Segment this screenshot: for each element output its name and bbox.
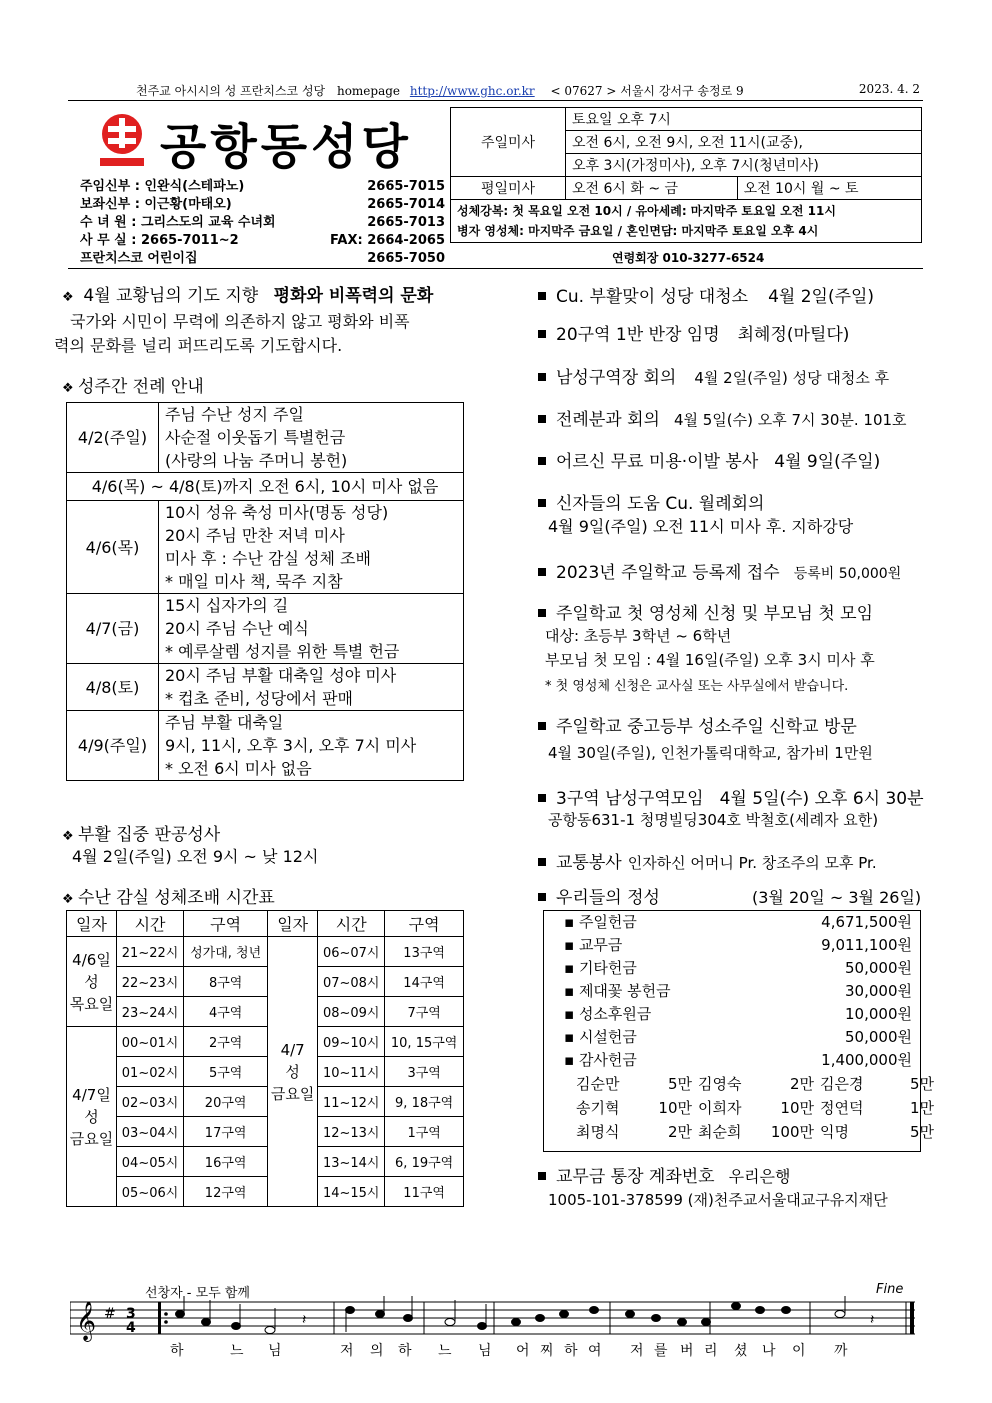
- sunday-mass-label: 주일미사: [451, 108, 566, 177]
- svg-text:𝄽: 𝄽: [302, 1312, 307, 1328]
- square-bullet-icon: [538, 794, 546, 802]
- notice-district-meeting: 3구역 남성구역모임 4월 5일(수) 오후 6시 30분: [536, 784, 924, 809]
- offering-row: ▪ 교무금 9,011,100원: [564, 936, 912, 954]
- offering-row: ▪ 제대꽃 봉헌금 30,000원: [564, 982, 912, 1000]
- table-row: 4/2(주일) 주님 수난 성지 주일 사순절 이웃돕기 특별헌금 (사랑의 나눔 주머니 봉헌): [67, 403, 464, 473]
- donor-list: 김순만 5만 김영숙 2만 김은경 5만 송기혁 10만 이희자 10만 정연덕 1만 최명식 2만 최순희 100만 익명 5만: [576, 1075, 934, 1141]
- funeral-rep: 연령회장 010-3277-6524: [612, 251, 765, 265]
- offering-row: ▪ 기타헌금 50,000원: [564, 959, 912, 977]
- staff-row: 보좌신부 : 이근황(마태오) 2665-7014: [80, 197, 445, 212]
- diamond-bullet-icon: ❖: [62, 290, 74, 305]
- mass-schedule-table: 주일미사 토요일 오후 7시 오전 6시, 오전 9시, 오전 11시(교중), 오후 3시(가정미사), 오후 7시(청년미사) 평일미사 오전 6시 화 ~ 금 오전 10시 월 ~ 토 성체강복: 첫 목요일 오전 10시 / 유아세례: 마지막주 토요일 오전 11시 병자 영성체: 마지막주 금요일 / 혼인면담: 마지막주 토요일 오후 4시: [450, 107, 922, 243]
- first-communion-note: * 첫 영성체 신청은 교사실 또는 사무실에서 받습니다.: [545, 679, 849, 694]
- top-rule: [68, 100, 923, 101]
- table-row: 01~02시 5구역 10~11시 3구역: [67, 1057, 464, 1087]
- header-line: [68, 82, 920, 99]
- notice-traffic-service: 교통봉사 인자하신 어머니 Pr. 창조주의 모후 Pr.: [536, 848, 877, 873]
- sacrament-notice: 성체강복: 첫 목요일 오전 10시 / 유아세례: 마지막주 토요일 오전 11시 병자 영성체: 마지막주 금요일 / 혼인면담: 마지막주 토요일 오후 4시: [451, 200, 922, 243]
- offering-row: ▪ 주일헌금 4,671,500원: [564, 913, 912, 931]
- adoration-heading: ❖ 수난 감실 성체조배 시간표: [62, 888, 275, 908]
- table-row: 23~24시 4구역 08~09시 7구역: [67, 997, 464, 1027]
- svg-text:𝄞: 𝄞: [76, 1301, 97, 1341]
- square-bullet-icon: [538, 722, 546, 730]
- account-number: 1005-101-378599 (재)천주교서울대교구유지재단: [548, 1191, 888, 1209]
- adoration-table: 일자 시간 구역 일자 시간 구역 4/6일 성 목요일 21~22시 성가대, 청년 4/7 성 금요일 06~07시 13구역 22~23시 8구역 07~08시 14구역 23~24시 4구역 08~09시 7구역 4/7일 성 금요일 00~01시 2구역 09~10시 10, 15구역 01~02시 5구역 10~11시 3구역 02~03시 20구역 11~12시 9, 18구역 03~04시 17구역 12~13시 1구역 04~05시 16구역 13~14시 6, 19구역 05~06시 12구역 14~15시 11구역: [66, 910, 464, 1207]
- confession-text: 4월 2일(주일) 오전 9시 ~ 낮 12시: [72, 847, 319, 866]
- notice-registration: 2023년 주일학교 등록제 접수 등록비 50,000원: [536, 558, 901, 583]
- square-bullet-icon: [538, 292, 546, 300]
- offering-row: ▪ 성소후원금 10,000원: [564, 1005, 912, 1023]
- notice-first-communion: 주일학교 첫 영성체 신청 및 부모님 첫 모임: [536, 599, 873, 624]
- svg-text:3: 3: [126, 1306, 136, 1322]
- homepage-label: homepage: [336, 84, 401, 98]
- address: < 07627 > 서울시 강서구 송정로 9: [550, 84, 744, 98]
- table-row: 22~23시 8구역 07~08시 14구역: [67, 967, 464, 997]
- offering-row: ▪ 시설헌금 50,000원: [564, 1028, 912, 1046]
- first-communion-meeting: 부모님 첫 모임 : 4월 16일(주일) 오후 3시 미사 후: [545, 651, 875, 669]
- square-bullet-icon: [538, 609, 546, 617]
- square-bullet-icon: [538, 893, 546, 901]
- music-fine: Fine: [876, 1282, 904, 1297]
- staff-row: 수 녀 원 : 그리스도의 교육 수녀회 2665-7013: [80, 215, 445, 230]
- notice-cu-detail: 4월 9일(주일) 오전 11시 미사 후. 지하강당: [548, 517, 854, 536]
- square-bullet-icon: [538, 568, 546, 576]
- square-bullet-icon: [538, 330, 546, 338]
- notice-leaders-meeting: 남성구역장 회의 4월 2일(주일) 성당 대청소 후: [536, 363, 889, 388]
- table-row: 4/6(목) 10시 성유 축성 미사(명동 성당) 20시 주님 만찬 저녁 미사 미사 후 : 수난 감실 성체 조배 * 매일 미사 책, 묵주 지참: [67, 501, 464, 594]
- table-row: 4/9(주일) 주님 부활 대축일 9시, 11시, 오후 3시, 오후 7시 미사 * 오전 6시 미사 없음: [67, 711, 464, 781]
- notice-appointment: 20구역 1반 반장 임명 최혜정(마틸다): [536, 320, 849, 345]
- confession-heading: ❖ 부활 집중 판공성사: [62, 825, 221, 845]
- prayer-text: 국가와 시민이 무력에 의존하지 않고 평화와 비폭 력의 문화를 널리 퍼뜨리도록 기도합시다.: [54, 312, 410, 355]
- homepage-link[interactable]: http://www.ghc.or.kr: [409, 84, 535, 98]
- notice-cleaning: Cu. 부활맞이 성당 대청소 4월 2일(주일): [536, 282, 874, 307]
- table-row: 4/8(토) 20시 주님 부활 대축일 성야 미사 * 컵초 준비, 성당에서 판매: [67, 664, 464, 711]
- diamond-bullet-icon: ❖: [62, 829, 74, 844]
- table-row: 4/7(금) 15시 십자가의 길 20시 주님 수난 예식 * 예루살렘 성지를 위한 특별 헌금: [67, 594, 464, 664]
- notice-seminary-visit: 주일학교 중고등부 성소주일 신학교 방문: [536, 712, 857, 737]
- staff-row: 프란치스코 어린이집 2665-7050: [80, 251, 445, 266]
- offering-period: (3월 20일 ~ 3월 26일): [752, 888, 922, 907]
- seminary-visit-detail: 4월 30일(주일), 인천가톨릭대학교, 참가비 1만원: [548, 744, 873, 762]
- square-bullet-icon: [538, 457, 546, 465]
- weekday-mass-label: 평일미사: [451, 177, 566, 200]
- district-meeting-place: 공항동631-1 청명빌딩304호 박철호(세례자 요한): [548, 811, 879, 829]
- account-heading: 교무금 통장 계좌번호 우리은행: [536, 1162, 790, 1187]
- notice-haircut: 어르신 무료 미용·이발 봉사 4월 9일(주일): [536, 447, 880, 472]
- music-direction: 선창자 - 모두 함께: [145, 1286, 250, 1301]
- staff-row: 사 무 실 : 2665-7011~2 FAX: 2664-2065: [80, 233, 445, 248]
- issue-date: 2023. 4. 2: [858, 82, 920, 96]
- liturgy-heading: ❖ 성주간 전례 안내: [62, 377, 204, 397]
- music-staff: [70, 1296, 920, 1346]
- first-communion-target: 대상: 초등부 3학년 ~ 6학년: [545, 627, 732, 645]
- church-logo-icon: [98, 112, 146, 168]
- offering-box: [543, 910, 934, 1152]
- notice-cu-meeting: 신자들의 도움 Cu. 월례회의: [536, 489, 764, 514]
- table-row: 4/7일 성 금요일 00~01시 2구역 09~10시 10, 15구역: [67, 1027, 464, 1057]
- square-bullet-icon: [538, 499, 546, 507]
- diamond-bullet-icon: ❖: [62, 892, 74, 907]
- page-title: 공항동성당: [160, 119, 412, 175]
- header-bottom-rule: [68, 268, 923, 269]
- square-bullet-icon: [538, 858, 546, 866]
- svg-text:𝄽: 𝄽: [870, 1312, 875, 1328]
- staff-list: [80, 178, 445, 268]
- liturgy-table: [66, 402, 464, 781]
- notice-liturgy-meeting: 전례분과 회의 4월 5일(수) 오후 7시 30분. 101호: [536, 405, 907, 430]
- offering-heading: 우리들의 정성: [536, 883, 660, 908]
- table-row: 04~05시 16구역 13~14시 6, 19구역: [67, 1147, 464, 1177]
- table-row: 03~04시 17구역 12~13시 1구역: [67, 1117, 464, 1147]
- svg-text:#: #: [104, 1306, 116, 1322]
- diamond-bullet-icon: ❖: [62, 381, 74, 396]
- music-lyrics: 하 느 님 저 의 하 느 님 어 찌 하 여 저 를 버 리 셨 나 이 까: [170, 1343, 849, 1359]
- table-row: 4/6일 성 목요일 21~22시 성가대, 청년 4/7 성 금요일 06~07시 13구역: [67, 937, 464, 967]
- table-row: 05~06시 12구역 14~15시 11구역: [67, 1177, 464, 1207]
- table-row: 4/6(목) ~ 4/8(토)까지 오전 6시, 10시 미사 없음: [67, 473, 464, 501]
- svg-text:4: 4: [126, 1320, 136, 1336]
- square-bullet-icon: [538, 1172, 546, 1180]
- org-name: 천주교 아시시의 성 프란치스코 성당: [136, 84, 326, 98]
- prayer-heading: ❖ 4월 교황님의 기도 지향 평화와 비폭력의 문화: [62, 286, 434, 306]
- staff-row: 주임신부 : 인완식(스테파노) 2665-7015: [80, 179, 445, 194]
- offering-row: ▪ 감사헌금 1,400,000원: [564, 1051, 912, 1069]
- table-row: 02~03시 20구역 11~12시 9, 18구역: [67, 1087, 464, 1117]
- square-bullet-icon: [538, 373, 546, 381]
- square-bullet-icon: [538, 415, 546, 423]
